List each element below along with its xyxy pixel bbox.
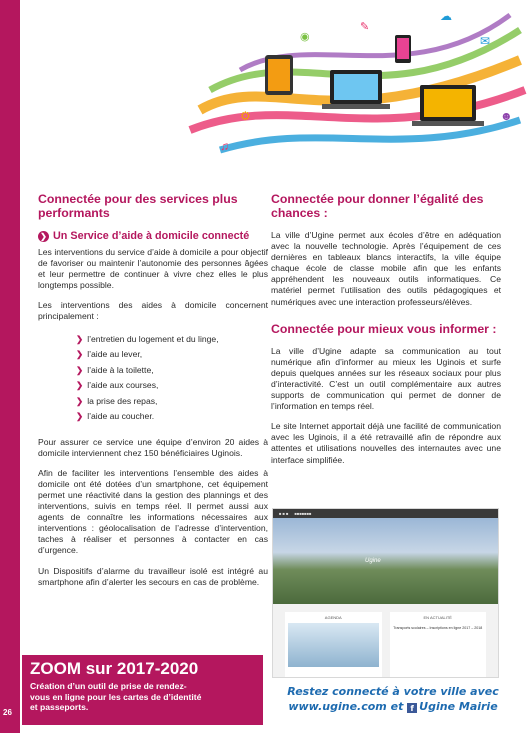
left-column [38, 192, 268, 597]
website-news [390, 612, 487, 678]
hero-illustration [180, 0, 529, 170]
paragraph: Les interventions des aides à domicile concernent principalement : [38, 300, 268, 322]
agenda-thumbnail [288, 623, 379, 667]
paragraph: Pour assurer ce service une équipe d’environ 20 aides à domicile interviennent chez 150 bénéficiaires Uginois. [38, 436, 268, 458]
website-logo-text: Ugine [365, 558, 381, 564]
footer-line2 [273, 699, 513, 714]
agenda-label: AGENDA [324, 615, 342, 620]
wifi-icon: ◉ [300, 31, 310, 43]
news-label: EN ACTUALITÉ [423, 615, 452, 620]
news-text: Transports scolaires – Inscriptions en ligne 2017 – 2018 [393, 626, 483, 630]
cloud-icon: ☁ [440, 9, 452, 23]
paragraph: Afin de faciliter les interventions l’ensemble des aides à domicile ont été dotées d’un smartphone, cet équipement permet une réactivité dans la gestion des plannings et des interventions, suivis en temps réel. Il permet aussi aux agents de connaître les informations nécessaires aux interventions : géolocalisation de l’adresse d’intervention, taches à réaliser et personnes à contacter en cas d’urgence. [38, 467, 268, 556]
section-title-inform: Connectée pour mieux vous informer : [271, 321, 497, 336]
smartphone-icon [395, 35, 411, 63]
paragraph: La ville d’Ugine adapte sa communication au tout numérique afin d’informer au mieux les Uginois et surfe depuis quelques années sur les réseaux sociaux pour plus d’interactivité. C’est un outil complémentaire aux autres supports de communication qui permet de donner de l’information en temps réel. [271, 345, 501, 412]
zoom-text: Création d’un outil de prise de rendez-vous en ligne pour les cartes de d’identité et passeports. [30, 681, 202, 712]
subheading-home-help [38, 230, 268, 243]
list-item-text: l’aide au coucher. [87, 411, 155, 422]
chevron-right-icon: ❯ [76, 349, 84, 360]
services-list [76, 332, 268, 425]
website-hero-photo [273, 518, 498, 604]
chevron-right-icon: ❯ [76, 395, 84, 406]
list-item [76, 363, 268, 379]
list-item [76, 378, 268, 394]
right-column [271, 192, 501, 475]
laptop-icon [412, 85, 484, 126]
chevron-right-icon: ❯ [76, 380, 84, 391]
paragraph: La ville d’Ugine permet aux écoles d’être en adéquation avec la nouvelle technologie. Après l’équipement de ces dernières en tableaux blancs interactifs, la ville équipe chaque école de classe mobile afin que les enfants appréhendent les nouveaux outils informatiques. Ce matériel permet l’utilisation des outils pédagogiques et numériques avec une interaction professeurs/élèves. [271, 230, 501, 307]
mail-icon: ✉ [480, 34, 491, 48]
chevron-right-icon: ❯ [76, 364, 84, 375]
tablet-icon [265, 55, 293, 95]
list-item-text: l’aide à la toilette, [87, 364, 154, 375]
list-item-text: l’aide au lever, [87, 349, 143, 360]
list-item-text: l’entretien du logement et du linge, [87, 333, 219, 344]
footer-line1: Restez connecté à votre ville avec [287, 685, 499, 698]
paragraph: Les interventions du service d’aide à domicile a pour objectif de favoriser ou maintenir l’autonomie des personnes âgées et leur permettre de continuer à vivre chez elles le plus longtemps possible. [38, 247, 268, 291]
chevron-right-icon: ❯ [38, 231, 49, 242]
paragraph: Un Dispositifs d’alarme du travailleur isolé est intégré au smartphone afin d’alerter les secours en cas de problème. [38, 565, 268, 587]
footer-callout [273, 684, 513, 714]
website-link[interactable]: www.ugine.com [288, 700, 387, 713]
list-item [76, 409, 268, 425]
gear-icon: ⚙ [240, 109, 251, 123]
facebook-icon: f [407, 703, 417, 713]
person-icon: ☻ [500, 109, 513, 123]
section-title-services: Connectée pour des services plus performants [38, 192, 238, 220]
website-navbar: ■ ■ ■ ■■■■■■■ [273, 509, 498, 518]
zoom-box [22, 655, 263, 725]
list-item [76, 394, 268, 410]
zoom-title: ZOOM sur 2017-2020 [30, 659, 199, 678]
subheading-label: Un Service d’aide à domicile connecté [53, 230, 250, 242]
list-item [76, 332, 268, 348]
list-item [76, 347, 268, 363]
list-item-text: la prise des repas, [87, 395, 158, 406]
chevron-right-icon: ❯ [76, 411, 84, 422]
chevron-right-icon: ❯ [76, 333, 84, 344]
website-agenda [285, 612, 382, 678]
paragraph: Le site Internet apportait déjà une facilité de communication avec les Uginois, il a été retravaillé afin de répondre aux attentes et utilisations nouvelles des internautes avec une interface simplifiée. [271, 421, 501, 465]
footer-and: et [390, 700, 404, 713]
website-screenshot [272, 508, 499, 678]
laptop-icon [322, 70, 390, 109]
music-note-icon: ♫ [220, 139, 229, 153]
website-body [273, 604, 498, 678]
list-item-text: l’aide aux courses, [87, 380, 159, 391]
section-title-equality: Connectée pour donner l’égalité des chances : [271, 192, 484, 220]
facebook-link[interactable]: Ugine Mairie [419, 700, 498, 713]
chat-icon: ✎ [360, 21, 370, 33]
page-number: 26 [3, 708, 12, 717]
left-accent-bar [0, 0, 20, 733]
